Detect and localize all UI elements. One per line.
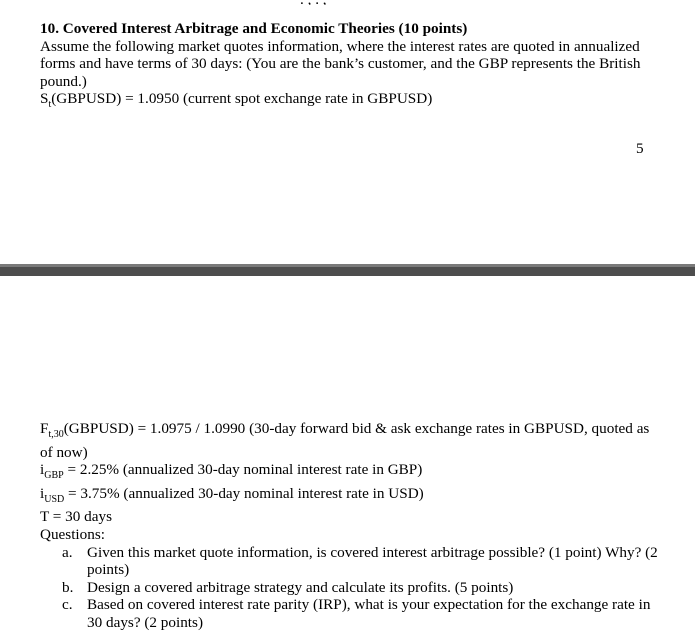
- usd-subscript: USD: [44, 493, 65, 505]
- gbp-text: = 2.25% (annualized 30-day nominal interest rate in GBP): [63, 461, 423, 479]
- usd-text: = 3.75% (annualized 30-day nominal interest rate in USD): [64, 484, 424, 502]
- continued-block: [40, 420, 660, 632]
- question-text: Based on covered interest rate parity (IRP), what is your expectation for the exchange rate in 30 days? (2 points): [87, 596, 651, 632]
- previous-page-cutoff-text: [300, 0, 390, 5]
- question-text: Given this market quote information, is covered interest arbitrage possible? (1 point) Why? (2 points): [87, 543, 658, 579]
- forward-symbol: F: [40, 420, 49, 437]
- question-item-a: [40, 544, 660, 579]
- question-item-c: [40, 596, 660, 631]
- spot-rate-line: [40, 90, 660, 114]
- page-divider-shade: [0, 264, 695, 267]
- forward-rate-line: [40, 420, 660, 461]
- page-number: 5: [636, 140, 644, 157]
- question-item-b: [40, 579, 660, 597]
- question-marker: a.: [62, 543, 73, 561]
- gbp-subscript: GBP: [44, 470, 64, 482]
- usd-rate-line: [40, 485, 660, 509]
- question-marker: c.: [62, 596, 73, 614]
- gbp-symbol: i: [40, 461, 45, 479]
- question-text: Design a covered arbitrage strategy and calculate its profits. (5 points): [87, 578, 514, 596]
- question-intro: Assume the following market quotes information, where the interest rates are quoted in annualized forms and have terms of 30 days: (You are the bank’s customer, and the GBP represents the British pound.): [40, 37, 641, 90]
- spot-symbol: S: [40, 90, 49, 108]
- gbp-rate-line: [40, 461, 660, 485]
- forward-subscript: t,30: [48, 429, 64, 441]
- question-marker: b.: [62, 578, 74, 596]
- spot-subscript: t: [48, 99, 52, 111]
- forward-text: (GBPUSD) = 1.0975 / 1.0990 (30-day forward bid & ask exchange rates in GBPUSD, quoted as of now): [40, 420, 650, 461]
- questions-label: Questions:: [40, 526, 105, 544]
- questions-list: [40, 544, 660, 632]
- question-block: [40, 20, 660, 114]
- usd-symbol: i: [40, 484, 45, 502]
- term-line: T = 30 days: [40, 508, 112, 526]
- spot-text: (GBPUSD) = 1.0950 (current spot exchange rate in GBPUSD): [51, 90, 433, 108]
- page-divider: [0, 264, 695, 276]
- question-title: 10. Covered Interest Arbitrage and Economic Theories (10 points): [40, 20, 468, 37]
